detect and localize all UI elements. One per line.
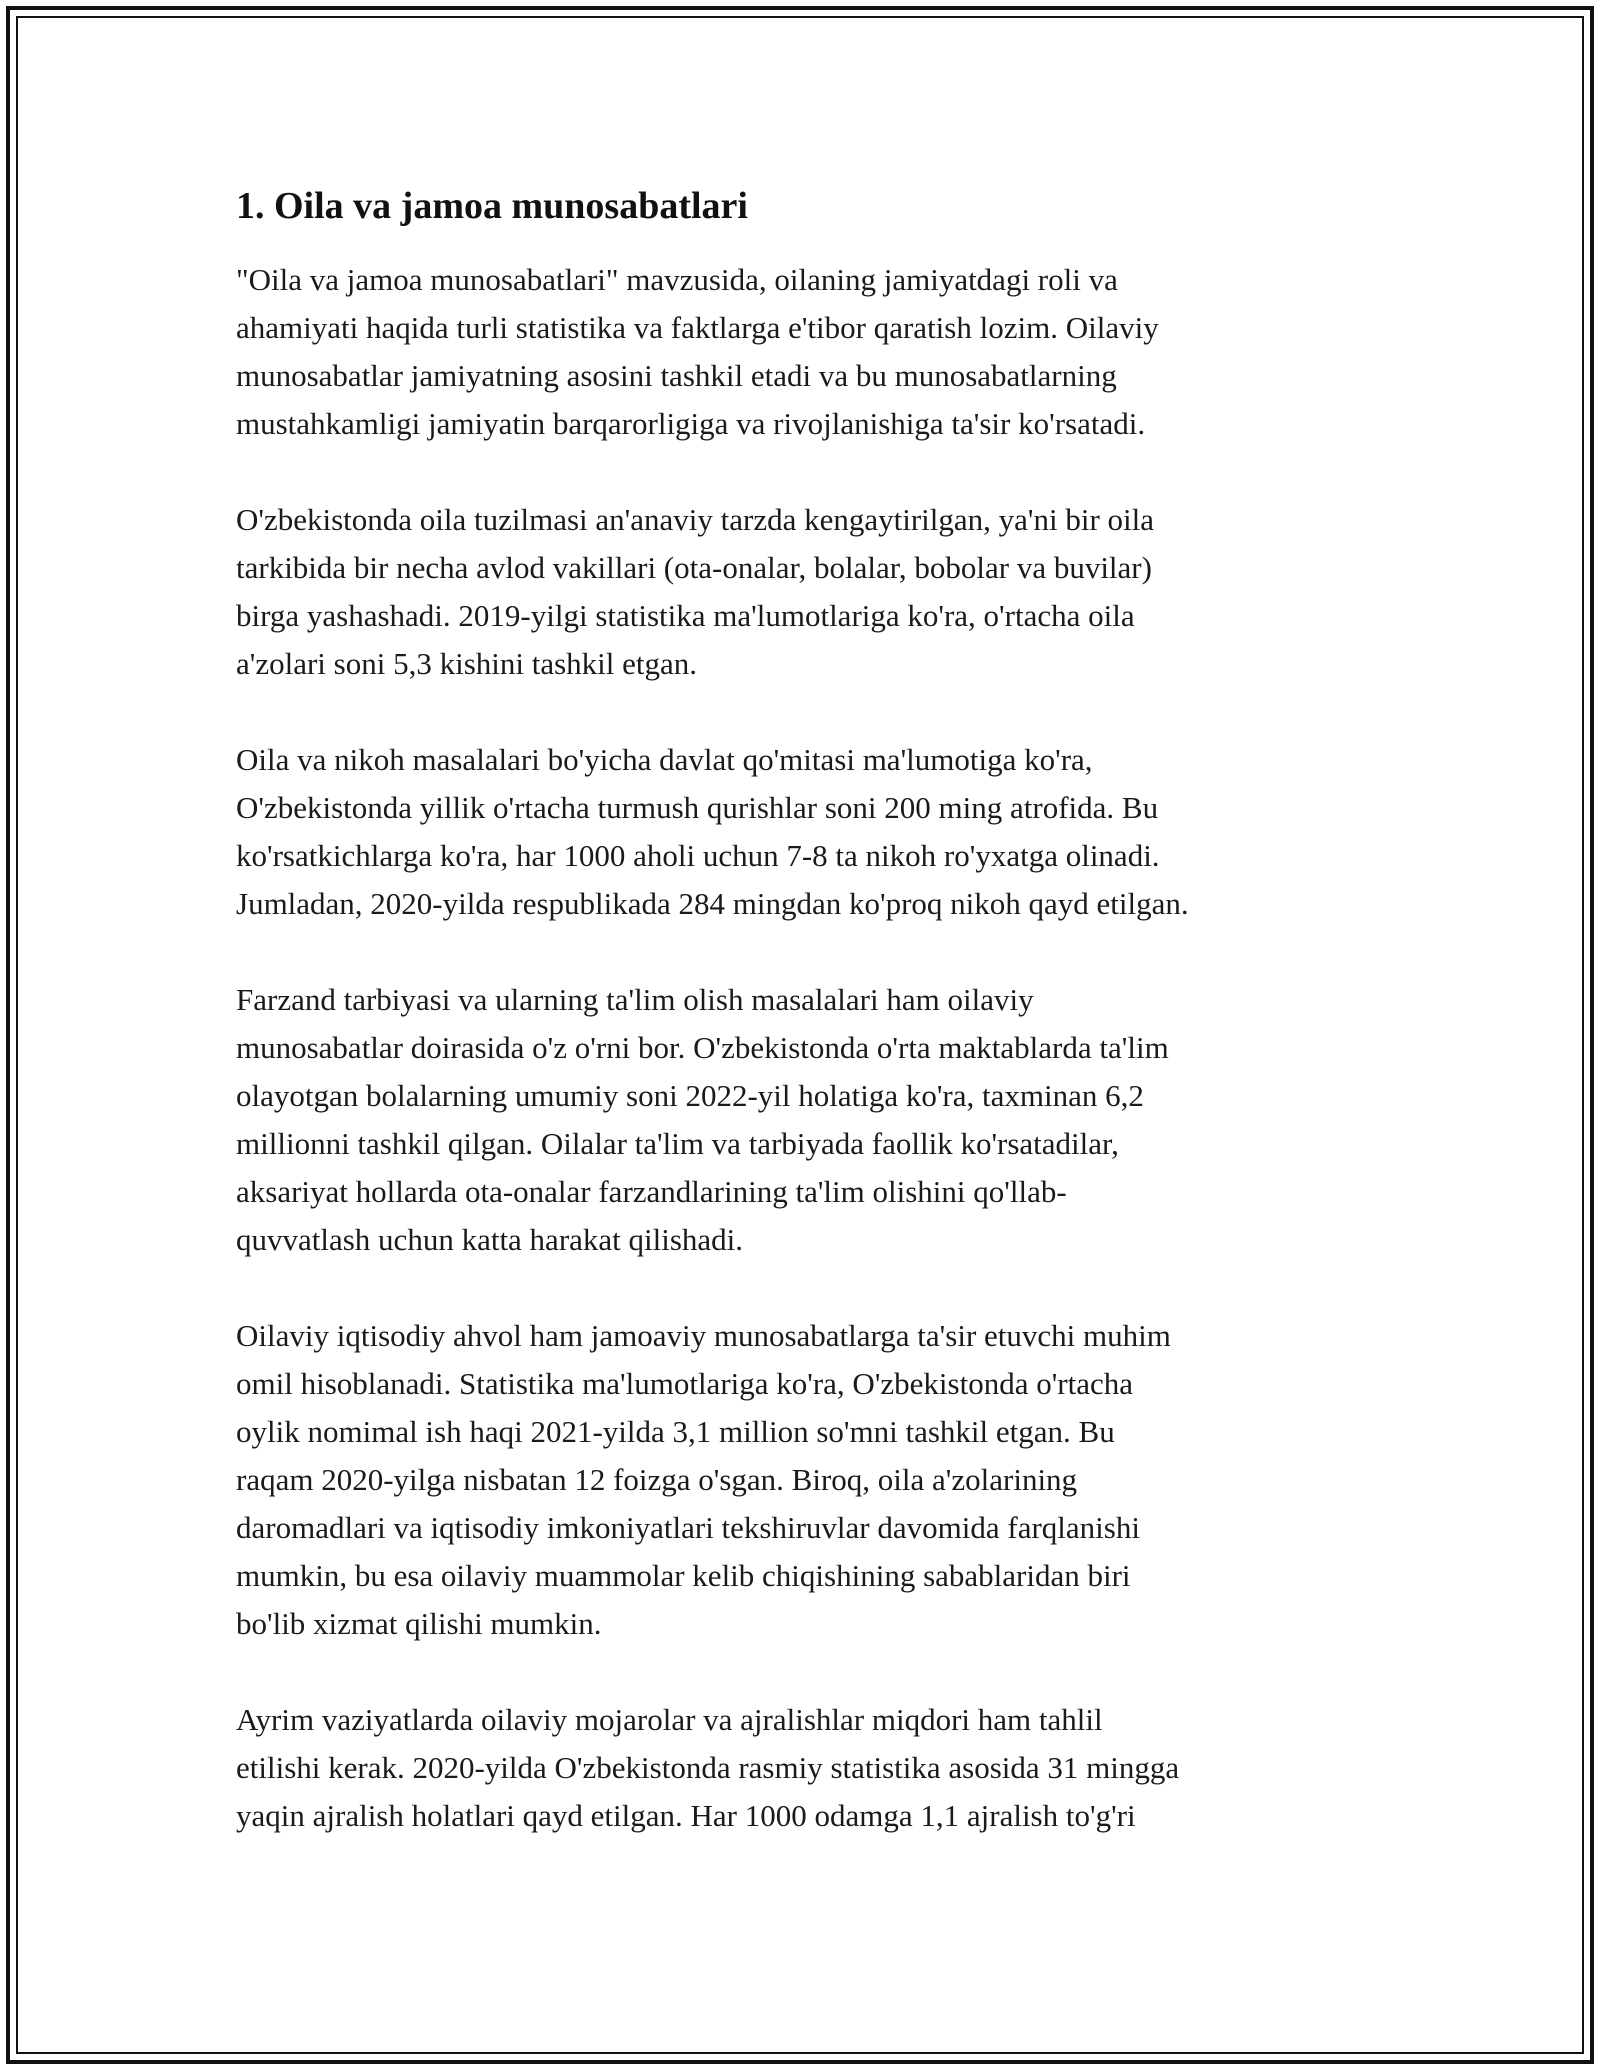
text-line: quvvatlash uchun katta harakat qilishadi. — [236, 1222, 744, 1257]
text-line: ahamiyati haqida turli statistika va faktlarga e'tibor qaratish lozim. Oilaviy — [236, 310, 1159, 345]
paragraph-divorce — [236, 1696, 1376, 1840]
text-line: aksariyat hollarda ota-onalar farzandlarining ta'lim olishini qo'llab- — [236, 1174, 1067, 1209]
text-line: a'zolari soni 5,3 kishini tashkil etgan. — [236, 646, 698, 681]
text-line: Jumladan, 2020-yilda respublikada 284 mingdan ko'proq nikoh qayd etilgan. — [236, 886, 1189, 921]
text-line: raqam 2020-yilga nisbatan 12 foizga o'sgan. Biroq, oila a'zolarining — [236, 1462, 1078, 1497]
section-heading: 1. Oila va jamoa munosabatlari — [236, 185, 748, 227]
text-line: birga yashashadi. 2019-yilgi statistika ma'lumotlariga ko'ra, o'rtacha oila — [236, 598, 1135, 633]
text-line: olayotgan bolalarning umumiy soni 2022-yil holatiga ko'ra, taxminan 6,2 — [236, 1078, 1144, 1113]
text-line: ko'rsatkichlarga ko'ra, har 1000 aholi uchun 7-8 ta nikoh ro'yxatga olinadi. — [236, 838, 1160, 873]
paragraph-family-structure — [236, 496, 1376, 688]
text-line: "Oila va jamoa munosabatlari" mavzusida, oilaning jamiyatdagi roli va — [236, 262, 1118, 297]
text-line: yaqin ajralish holatlari qayd etilgan. Har 1000 odamga 1,1 ajralish to'g'ri — [236, 1798, 1136, 1833]
text-line: mumkin, bu esa oilaviy muammolar kelib chiqishining sabablaridan biri — [236, 1558, 1131, 1593]
text-line: bo'lib xizmat qilishi mumkin. — [236, 1606, 602, 1641]
text-line: O'zbekistonda yillik o'rtacha turmush qurishlar soni 200 ming atrofida. Bu — [236, 790, 1159, 825]
text-line: O'zbekistonda oila tuzilmasi an'anaviy tarzda kengaytirilgan, ya'ni bir oila — [236, 502, 1155, 537]
text-line: munosabatlar jamiyatning asosini tashkil etadi va bu munosabatlarning — [236, 358, 1117, 393]
document-body — [236, 182, 1376, 1888]
paragraph-intro — [236, 256, 1376, 448]
paragraph-education — [236, 976, 1376, 1264]
text-line: daromadlari va iqtisodiy imkoniyatlari tekshiruvlar davomida farqlanishi — [236, 1510, 1140, 1545]
text-line: tarkibida bir necha avlod vakillari (ota-onalar, bolalar, bobolar va buvilar) — [236, 550, 1152, 585]
text-line: omil hisoblanadi. Statistika ma'lumotlariga ko'ra, O'zbekistonda o'rtacha — [236, 1366, 1134, 1401]
text-line: Oilaviy iqtisodiy ahvol ham jamoaviy munosabatlarga ta'sir etuvchi muhim — [236, 1318, 1171, 1353]
text-line: oylik nomimal ish haqi 2021-yilda 3,1 million so'mni tashkil etgan. Bu — [236, 1414, 1115, 1449]
text-line: munosabatlar doirasida o'z o'rni bor. O'zbekistonda o'rta maktablarda ta'lim — [236, 1030, 1169, 1065]
text-line: millionni tashkil qilgan. Oilalar ta'lim va tarbiyada faollik ko'rsatadilar, — [236, 1126, 1119, 1161]
text-line: Farzand tarbiyasi va ularning ta'lim olish masalalari ham oilaviy — [236, 982, 1034, 1017]
text-line: Ayrim vaziyatlarda oilaviy mojarolar va ajralishlar miqdori ham tahlil — [236, 1702, 1103, 1737]
text-line: mustahkamligi jamiyatin barqarorligiga va rivojlanishiga ta'sir ko'rsatadi. — [236, 406, 1146, 441]
text-line: Oila va nikoh masalalari bo'yicha davlat qo'mitasi ma'lumotiga ko'ra, — [236, 742, 1093, 777]
paragraph-economy — [236, 1312, 1376, 1648]
text-line: etilishi kerak. 2020-yilda O'zbekistonda rasmiy statistika asosida 31 mingga — [236, 1750, 1180, 1785]
paragraph-marriage — [236, 736, 1376, 928]
